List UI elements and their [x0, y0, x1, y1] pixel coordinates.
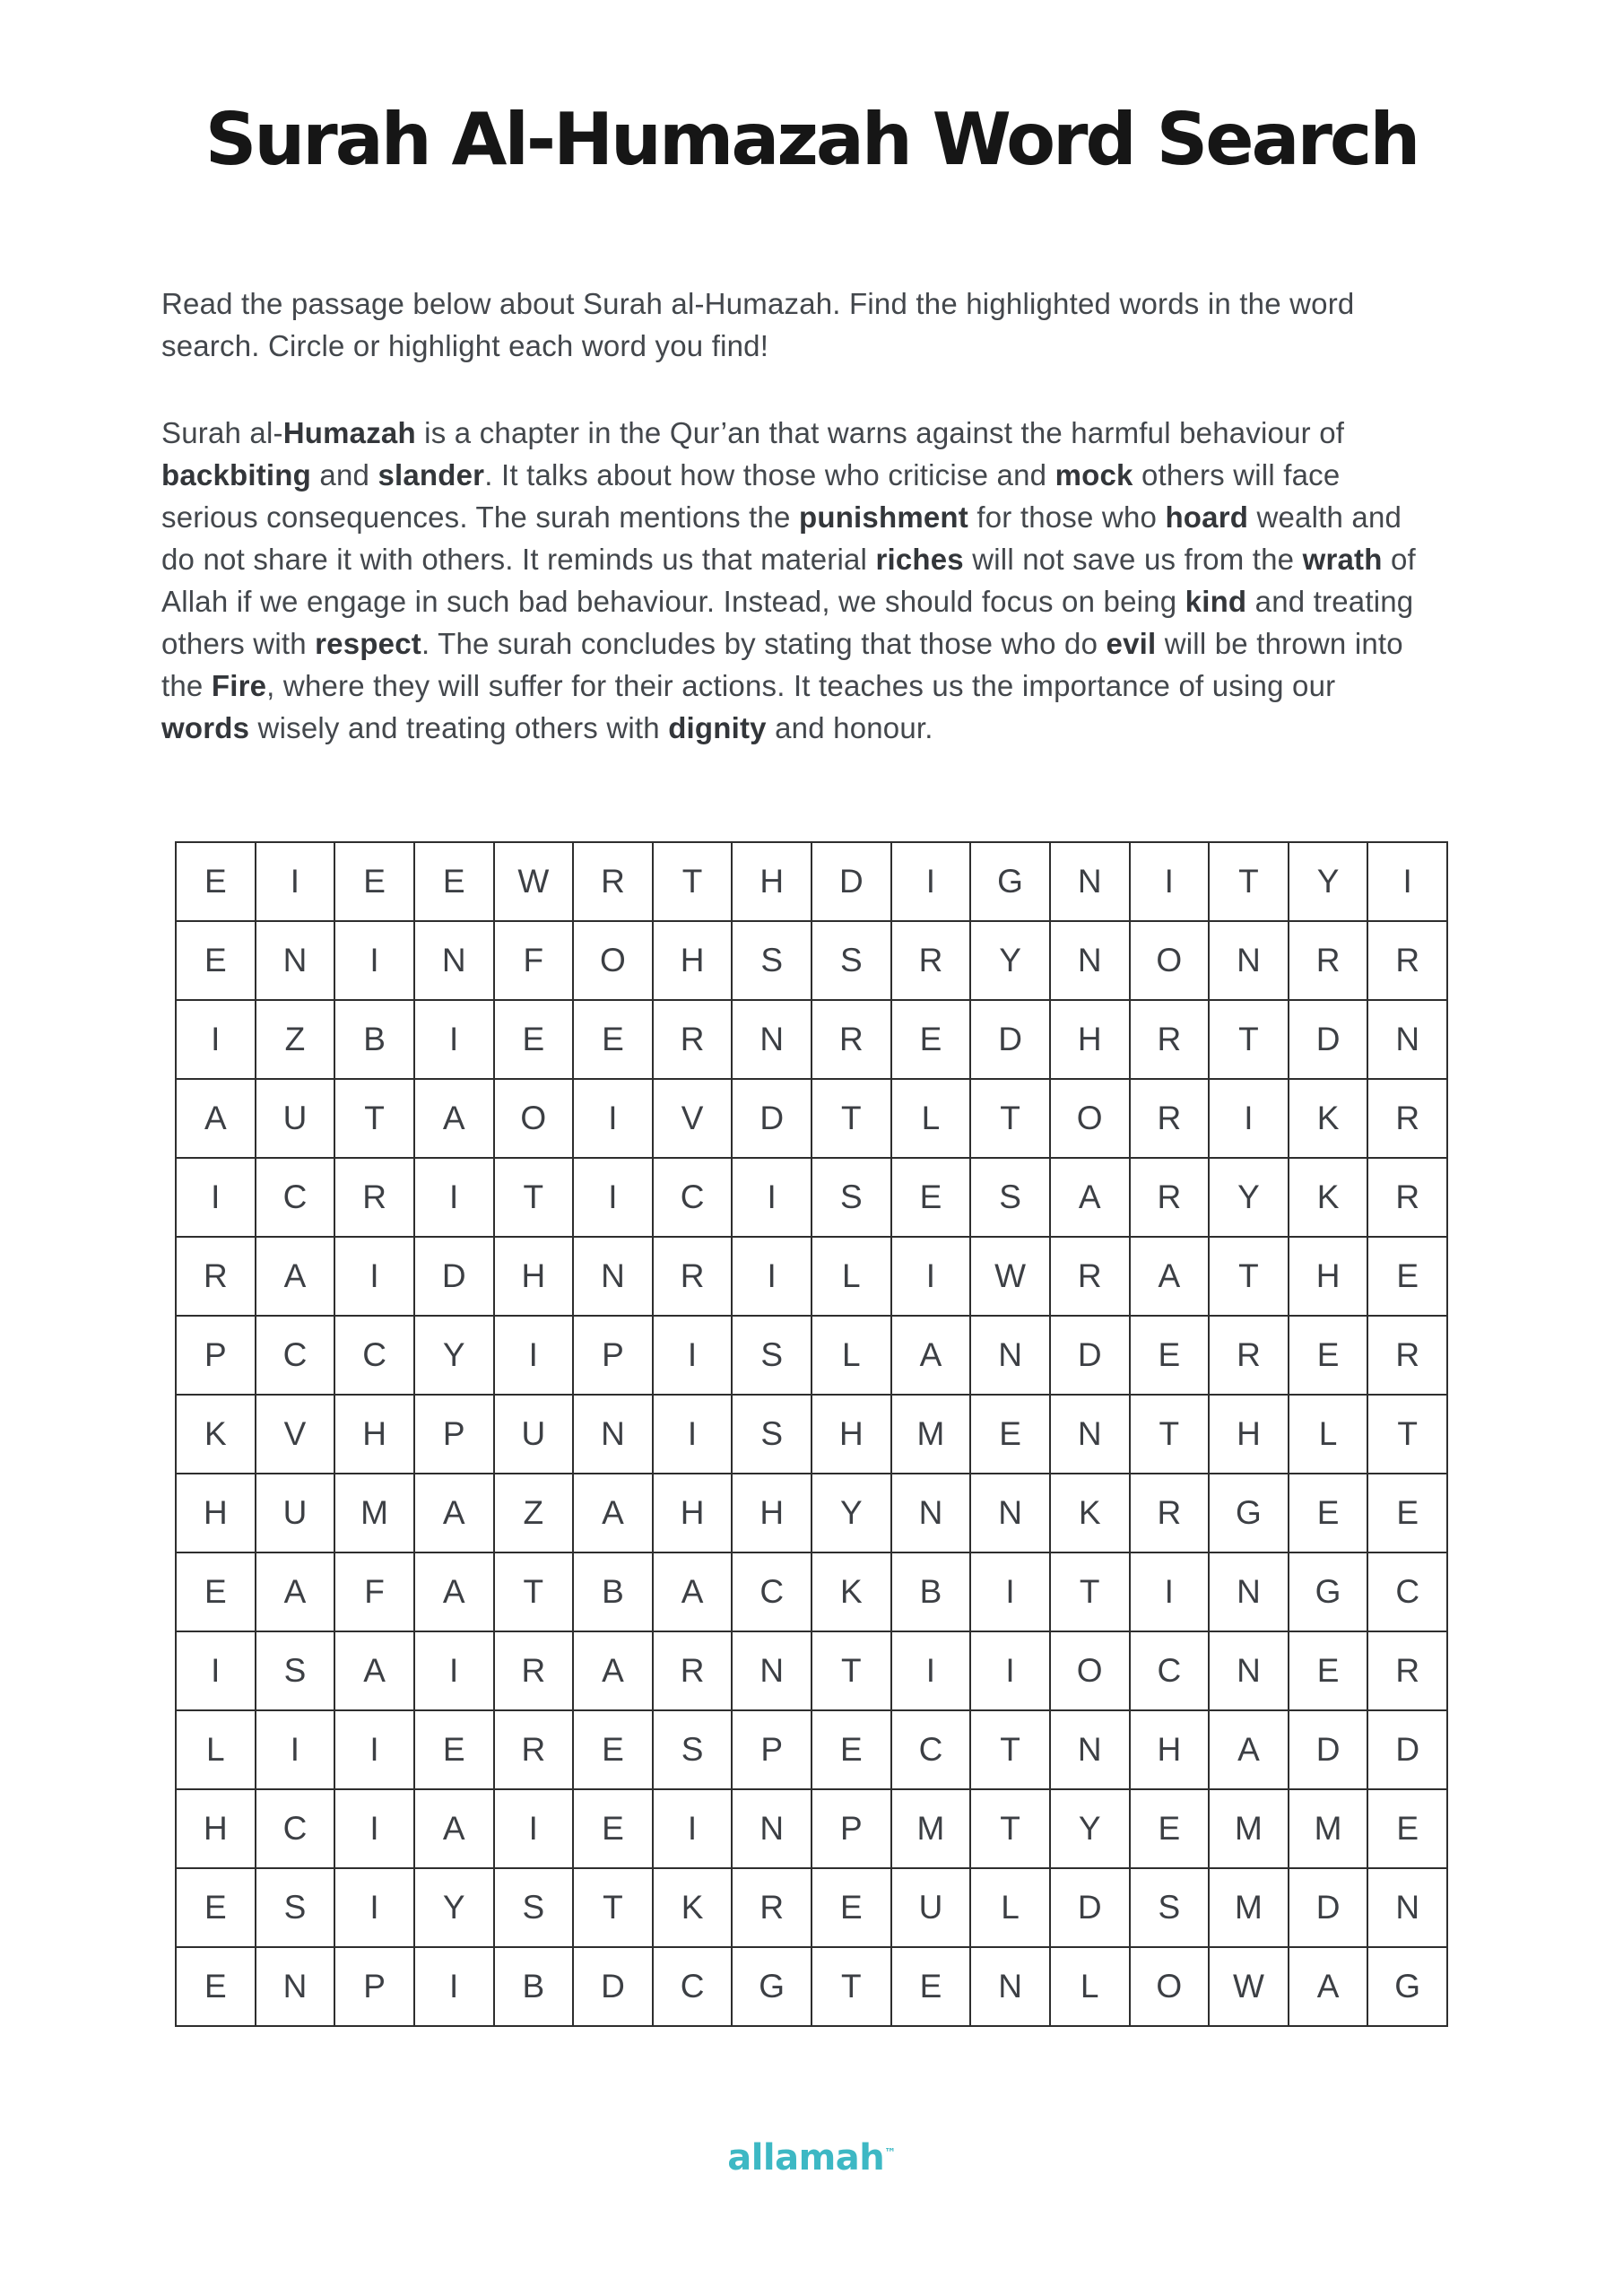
grid-cell: T — [812, 1632, 892, 1711]
grid-cell: I — [335, 1711, 415, 1790]
grid-cell: E — [415, 843, 495, 922]
grid-cell: K — [1289, 1159, 1369, 1238]
grid-cell: N — [574, 1396, 654, 1474]
grid-cell: P — [574, 1317, 654, 1396]
grid-cell: M — [1210, 1790, 1289, 1869]
grid-cell: A — [335, 1632, 415, 1711]
grid-cell: E — [1131, 1317, 1211, 1396]
grid-cell: S — [733, 1396, 812, 1474]
grid-cell: E — [415, 1711, 495, 1790]
grid-cell: H — [177, 1474, 256, 1553]
grid-cell: E — [1368, 1238, 1448, 1317]
grid-cell: K — [177, 1396, 256, 1474]
grid-cell: N — [1051, 1396, 1131, 1474]
grid-cell: N — [733, 1001, 812, 1080]
grid-cell: I — [335, 1869, 415, 1948]
grid-cell: N — [971, 1948, 1051, 2027]
grid-cell: V — [256, 1396, 336, 1474]
grid-cell: R — [1131, 1159, 1211, 1238]
grid-cell: R — [1368, 922, 1448, 1001]
grid-cell: V — [654, 1080, 733, 1159]
grid-cell: R — [1210, 1317, 1289, 1396]
grid-cell: I — [733, 1159, 812, 1238]
grid-cell: T — [812, 1080, 892, 1159]
passage-keyword: mock — [1055, 458, 1133, 491]
grid-cell: S — [495, 1869, 575, 1948]
grid-cell: S — [812, 1159, 892, 1238]
passage-text: of Allah if we engage in such bad behaviour. Instead, we should focus on being — [161, 543, 1416, 618]
passage-text: , where they will suffer for their actions. It teaches us the importance of using our — [266, 669, 1336, 702]
grid-cell: T — [1210, 843, 1289, 922]
passage-keyword: evil — [1106, 627, 1157, 660]
grid-cell: E — [177, 1869, 256, 1948]
word-search-grid — [175, 841, 1448, 2027]
grid-cell: I — [892, 1632, 972, 1711]
passage-keyword: words — [161, 711, 250, 744]
grid-cell: W — [495, 843, 575, 922]
grid-cell: I — [654, 1790, 733, 1869]
grid-cell: L — [1289, 1396, 1369, 1474]
grid-cell: D — [1051, 1317, 1131, 1396]
passage — [161, 412, 1417, 749]
grid-cell: R — [1368, 1080, 1448, 1159]
grid-cell: P — [812, 1790, 892, 1869]
grid-cell: I — [495, 1317, 575, 1396]
grid-cell: N — [574, 1238, 654, 1317]
grid-cell: S — [812, 922, 892, 1001]
grid-cell: E — [1368, 1474, 1448, 1553]
grid-cell: I — [1131, 1553, 1211, 1632]
grid-cell: U — [495, 1396, 575, 1474]
grid-cell: I — [177, 1001, 256, 1080]
grid-cell: I — [335, 1790, 415, 1869]
grid-cell: S — [733, 922, 812, 1001]
grid-cell: T — [812, 1948, 892, 2027]
passage-keyword: hoard — [1165, 500, 1249, 534]
grid-cell: R — [892, 922, 972, 1001]
grid-cell: E — [1131, 1790, 1211, 1869]
grid-cell: E — [892, 1159, 972, 1238]
grid-cell: R — [654, 1632, 733, 1711]
grid-cell: I — [256, 1711, 336, 1790]
grid-cell: I — [495, 1790, 575, 1869]
grid-cell: C — [256, 1317, 336, 1396]
grid-cell: K — [654, 1869, 733, 1948]
grid-cell: P — [415, 1396, 495, 1474]
passage-keyword: kind — [1185, 585, 1247, 618]
grid-cell: N — [1210, 922, 1289, 1001]
grid-cell: E — [177, 922, 256, 1001]
passage-text: and — [311, 458, 378, 491]
grid-cell: B — [574, 1553, 654, 1632]
grid-cell: S — [654, 1711, 733, 1790]
grid-cell: G — [1210, 1474, 1289, 1553]
grid-cell: Y — [1210, 1159, 1289, 1238]
passage-keyword: riches — [875, 543, 964, 576]
content-area — [161, 283, 1417, 749]
grid-cell: A — [892, 1317, 972, 1396]
grid-cell: F — [335, 1553, 415, 1632]
grid-cell: N — [1051, 843, 1131, 922]
grid-cell: K — [812, 1553, 892, 1632]
grid-cell: R — [1131, 1474, 1211, 1553]
grid-cell: G — [1289, 1553, 1369, 1632]
grid-cell: R — [1368, 1159, 1448, 1238]
grid-cell: I — [1210, 1080, 1289, 1159]
grid-cell: U — [892, 1869, 972, 1948]
grid-cell: A — [574, 1474, 654, 1553]
grid-cell: N — [1210, 1553, 1289, 1632]
passage-text: Surah al- — [161, 416, 283, 449]
grid-cell: N — [733, 1632, 812, 1711]
grid-cell: Z — [495, 1474, 575, 1553]
grid-cell: B — [495, 1948, 575, 2027]
passage-keyword: respect — [315, 627, 421, 660]
grid-cell: H — [733, 843, 812, 922]
grid-cell: I — [654, 1317, 733, 1396]
grid-cell: D — [971, 1001, 1051, 1080]
grid-cell: A — [1131, 1238, 1211, 1317]
grid-cell: I — [574, 1159, 654, 1238]
grid-cell: C — [654, 1159, 733, 1238]
grid-cell: M — [892, 1790, 972, 1869]
grid-cell: T — [1051, 1553, 1131, 1632]
grid-cell: A — [1210, 1711, 1289, 1790]
grid-cell: P — [733, 1711, 812, 1790]
grid-cell: T — [1131, 1396, 1211, 1474]
grid-cell: U — [256, 1080, 336, 1159]
brand-logo-text: allamah — [727, 2137, 885, 2179]
grid-cell: I — [574, 1080, 654, 1159]
passage-text: will not save us from the — [963, 543, 1303, 576]
footer — [0, 2137, 1623, 2179]
grid-cell: A — [256, 1553, 336, 1632]
grid-cell: I — [1368, 843, 1448, 922]
grid-cell: A — [415, 1553, 495, 1632]
grid-cell: I — [177, 1159, 256, 1238]
grid-cell: I — [654, 1396, 733, 1474]
grid-cell: A — [1051, 1159, 1131, 1238]
grid-cell: A — [654, 1553, 733, 1632]
grid-cell: I — [256, 843, 336, 922]
grid-cell: R — [574, 843, 654, 922]
passage-keyword: Humazah — [282, 416, 416, 449]
grid-cell: T — [1368, 1396, 1448, 1474]
grid-cell: W — [971, 1238, 1051, 1317]
passage-text: and honour. — [766, 711, 933, 744]
grid-cell: H — [1131, 1711, 1211, 1790]
grid-cell: O — [495, 1080, 575, 1159]
grid-cell: C — [892, 1711, 972, 1790]
grid-cell: D — [1289, 1001, 1369, 1080]
grid-cell: G — [733, 1948, 812, 2027]
grid-cell: Y — [971, 922, 1051, 1001]
grid-cell: H — [177, 1790, 256, 1869]
grid-cell: R — [1368, 1632, 1448, 1711]
grid-cell: Z — [256, 1001, 336, 1080]
grid-cell: E — [812, 1869, 892, 1948]
grid-cell: R — [495, 1711, 575, 1790]
grid-cell: H — [335, 1396, 415, 1474]
grid-cell: R — [335, 1159, 415, 1238]
grid-cell: H — [1210, 1396, 1289, 1474]
grid-cell: Y — [1289, 843, 1369, 922]
grid-cell: D — [733, 1080, 812, 1159]
grid-cell: G — [971, 843, 1051, 922]
grid-cell: C — [256, 1790, 336, 1869]
grid-cell: M — [892, 1396, 972, 1474]
grid-cell: N — [971, 1474, 1051, 1553]
grid-cell: D — [1289, 1711, 1369, 1790]
grid-cell: L — [971, 1869, 1051, 1948]
passage-text: . It talks about how those who criticise and — [484, 458, 1055, 491]
grid-cell: I — [892, 1238, 972, 1317]
grid-cell: N — [256, 1948, 336, 2027]
grid-cell: I — [415, 1159, 495, 1238]
grid-cell: M — [1289, 1790, 1369, 1869]
grid-cell: I — [971, 1553, 1051, 1632]
grid-cell: D — [574, 1948, 654, 2027]
grid-cell: I — [892, 843, 972, 922]
grid-cell: P — [335, 1948, 415, 2027]
passage-text: and treating others with — [161, 585, 1414, 660]
grid-cell: D — [1289, 1869, 1369, 1948]
grid-cell: T — [574, 1869, 654, 1948]
grid-cell: Y — [812, 1474, 892, 1553]
grid-cell: D — [812, 843, 892, 922]
passage-text: will be thrown into the — [161, 627, 1403, 702]
grid-cell: F — [495, 922, 575, 1001]
grid-cell: E — [1368, 1790, 1448, 1869]
grid-cell: C — [1131, 1632, 1211, 1711]
grid-cell: R — [1368, 1317, 1448, 1396]
grid-cell: R — [733, 1869, 812, 1948]
grid-cell: O — [1131, 1948, 1211, 2027]
trademark-symbol: ™ — [884, 2146, 896, 2161]
brand-logo — [727, 2137, 896, 2179]
grid-cell: B — [335, 1001, 415, 1080]
passage-keyword: slander — [378, 458, 485, 491]
grid-cell: O — [1131, 922, 1211, 1001]
grid-cell: S — [256, 1869, 336, 1948]
passage-text: others will face serious consequences. The surah mentions the — [161, 458, 1341, 534]
grid-cell: T — [971, 1790, 1051, 1869]
passage-keyword: backbiting — [161, 458, 312, 491]
grid-cell: S — [1131, 1869, 1211, 1948]
grid-cell: S — [256, 1632, 336, 1711]
grid-cell: I — [415, 1632, 495, 1711]
grid-cell: L — [892, 1080, 972, 1159]
grid-cell: N — [892, 1474, 972, 1553]
grid-cell: O — [574, 922, 654, 1001]
grid-cell: I — [971, 1632, 1051, 1711]
grid-cell: U — [256, 1474, 336, 1553]
grid-cell: C — [1368, 1553, 1448, 1632]
grid-cell: A — [574, 1632, 654, 1711]
grid-cell: I — [415, 1001, 495, 1080]
grid-cell: H — [1289, 1238, 1369, 1317]
passage-text: for those who — [968, 500, 1166, 534]
grid-cell: C — [256, 1159, 336, 1238]
grid-cell: N — [1051, 922, 1131, 1001]
grid-cell: L — [812, 1238, 892, 1317]
grid-cell: A — [415, 1474, 495, 1553]
grid-cell: E — [1289, 1632, 1369, 1711]
grid-cell: E — [812, 1711, 892, 1790]
grid-cell: E — [177, 1553, 256, 1632]
grid-cell: A — [1289, 1948, 1369, 2027]
grid-cell: R — [177, 1238, 256, 1317]
grid-cell: N — [1368, 1869, 1448, 1948]
grid-cell: I — [733, 1238, 812, 1317]
grid-cell: R — [1051, 1238, 1131, 1317]
grid-cell: H — [812, 1396, 892, 1474]
grid-cell: E — [892, 1001, 972, 1080]
grid-cell: N — [415, 922, 495, 1001]
grid-cell: I — [177, 1632, 256, 1711]
passage-text: is a chapter in the Qur’an that warns against the harmful behaviour of — [415, 416, 1345, 449]
grid-cell: T — [495, 1159, 575, 1238]
grid-cell: E — [177, 843, 256, 922]
grid-cell: I — [335, 1238, 415, 1317]
grid-cell: T — [1210, 1238, 1289, 1317]
passage-text: wisely and treating others with — [249, 711, 669, 744]
grid-cell: L — [812, 1317, 892, 1396]
grid-cell: A — [415, 1080, 495, 1159]
grid-cell: D — [415, 1238, 495, 1317]
grid-cell: T — [1210, 1001, 1289, 1080]
grid-cell: Y — [1051, 1790, 1131, 1869]
grid-cell: Y — [415, 1317, 495, 1396]
grid-cell: D — [1051, 1869, 1131, 1948]
grid-cell: E — [574, 1711, 654, 1790]
grid-cell: N — [256, 922, 336, 1001]
grid-cell: O — [1051, 1632, 1131, 1711]
grid-cell: G — [1368, 1948, 1448, 2027]
grid-cell: I — [1131, 843, 1211, 922]
grid-cell: N — [1368, 1001, 1448, 1080]
passage-text: . The surah concludes by stating that those who do — [421, 627, 1107, 660]
grid-cell: H — [495, 1238, 575, 1317]
grid-cell: T — [495, 1553, 575, 1632]
passage-keyword: wrath — [1302, 543, 1383, 576]
passage-keyword: punishment — [798, 500, 968, 534]
grid-cell: O — [1051, 1080, 1131, 1159]
grid-cell: H — [654, 922, 733, 1001]
grid-cell: E — [335, 843, 415, 922]
passage-keyword: Fire — [211, 669, 267, 702]
grid-cell: I — [415, 1948, 495, 2027]
grid-cell: A — [256, 1238, 336, 1317]
grid-cell: L — [177, 1711, 256, 1790]
grid-cell: S — [971, 1159, 1051, 1238]
grid-cell: H — [1051, 1001, 1131, 1080]
grid-cell: N — [1210, 1632, 1289, 1711]
passage-keyword: dignity — [668, 711, 767, 744]
grid-cell: T — [335, 1080, 415, 1159]
grid-cell: E — [495, 1001, 575, 1080]
grid-cell: B — [892, 1553, 972, 1632]
grid-cell: R — [495, 1632, 575, 1711]
grid-cell: A — [177, 1080, 256, 1159]
grid-cell: E — [1289, 1474, 1369, 1553]
grid-cell: S — [733, 1317, 812, 1396]
grid-cell: P — [177, 1317, 256, 1396]
grid-cell: A — [415, 1790, 495, 1869]
page-title: Surah Al-Humazah Word Search — [204, 98, 1419, 181]
grid-cell: E — [177, 1948, 256, 2027]
grid-cell: E — [1289, 1317, 1369, 1396]
grid-cell: C — [733, 1553, 812, 1632]
grid-cell: R — [1289, 922, 1369, 1001]
grid-cell: W — [1210, 1948, 1289, 2027]
grid-cell: R — [1131, 1001, 1211, 1080]
grid-cell: D — [1368, 1711, 1448, 1790]
grid-cell: E — [574, 1001, 654, 1080]
grid-cell: E — [574, 1790, 654, 1869]
grid-cell: K — [1289, 1080, 1369, 1159]
grid-cell: K — [1051, 1474, 1131, 1553]
grid-cell: N — [733, 1790, 812, 1869]
grid-cell: N — [1051, 1711, 1131, 1790]
grid-cell: H — [733, 1474, 812, 1553]
grid-cell: T — [971, 1711, 1051, 1790]
grid-cell: C — [654, 1948, 733, 2027]
grid-cell: L — [1051, 1948, 1131, 2027]
grid-cell: R — [654, 1238, 733, 1317]
grid-cell: E — [892, 1948, 972, 2027]
grid-cell: N — [971, 1317, 1051, 1396]
grid-cell: I — [335, 922, 415, 1001]
grid-cell: T — [654, 843, 733, 922]
grid-cell: M — [335, 1474, 415, 1553]
grid-cell: H — [654, 1474, 733, 1553]
instructions-text: Read the passage below about Surah al-Humazah. Find the highlighted words in the word search. Circle or highlight each word you find! — [161, 287, 1355, 362]
grid-cell: E — [971, 1396, 1051, 1474]
passage-text: wealth and do not share it with others. It reminds us that material — [161, 500, 1402, 576]
grid-cell: Y — [415, 1869, 495, 1948]
grid-cell: R — [1131, 1080, 1211, 1159]
grid-cell: C — [335, 1317, 415, 1396]
grid-cell: M — [1210, 1869, 1289, 1948]
grid-cell: R — [654, 1001, 733, 1080]
grid-cell: T — [971, 1080, 1051, 1159]
grid-cell: R — [812, 1001, 892, 1080]
